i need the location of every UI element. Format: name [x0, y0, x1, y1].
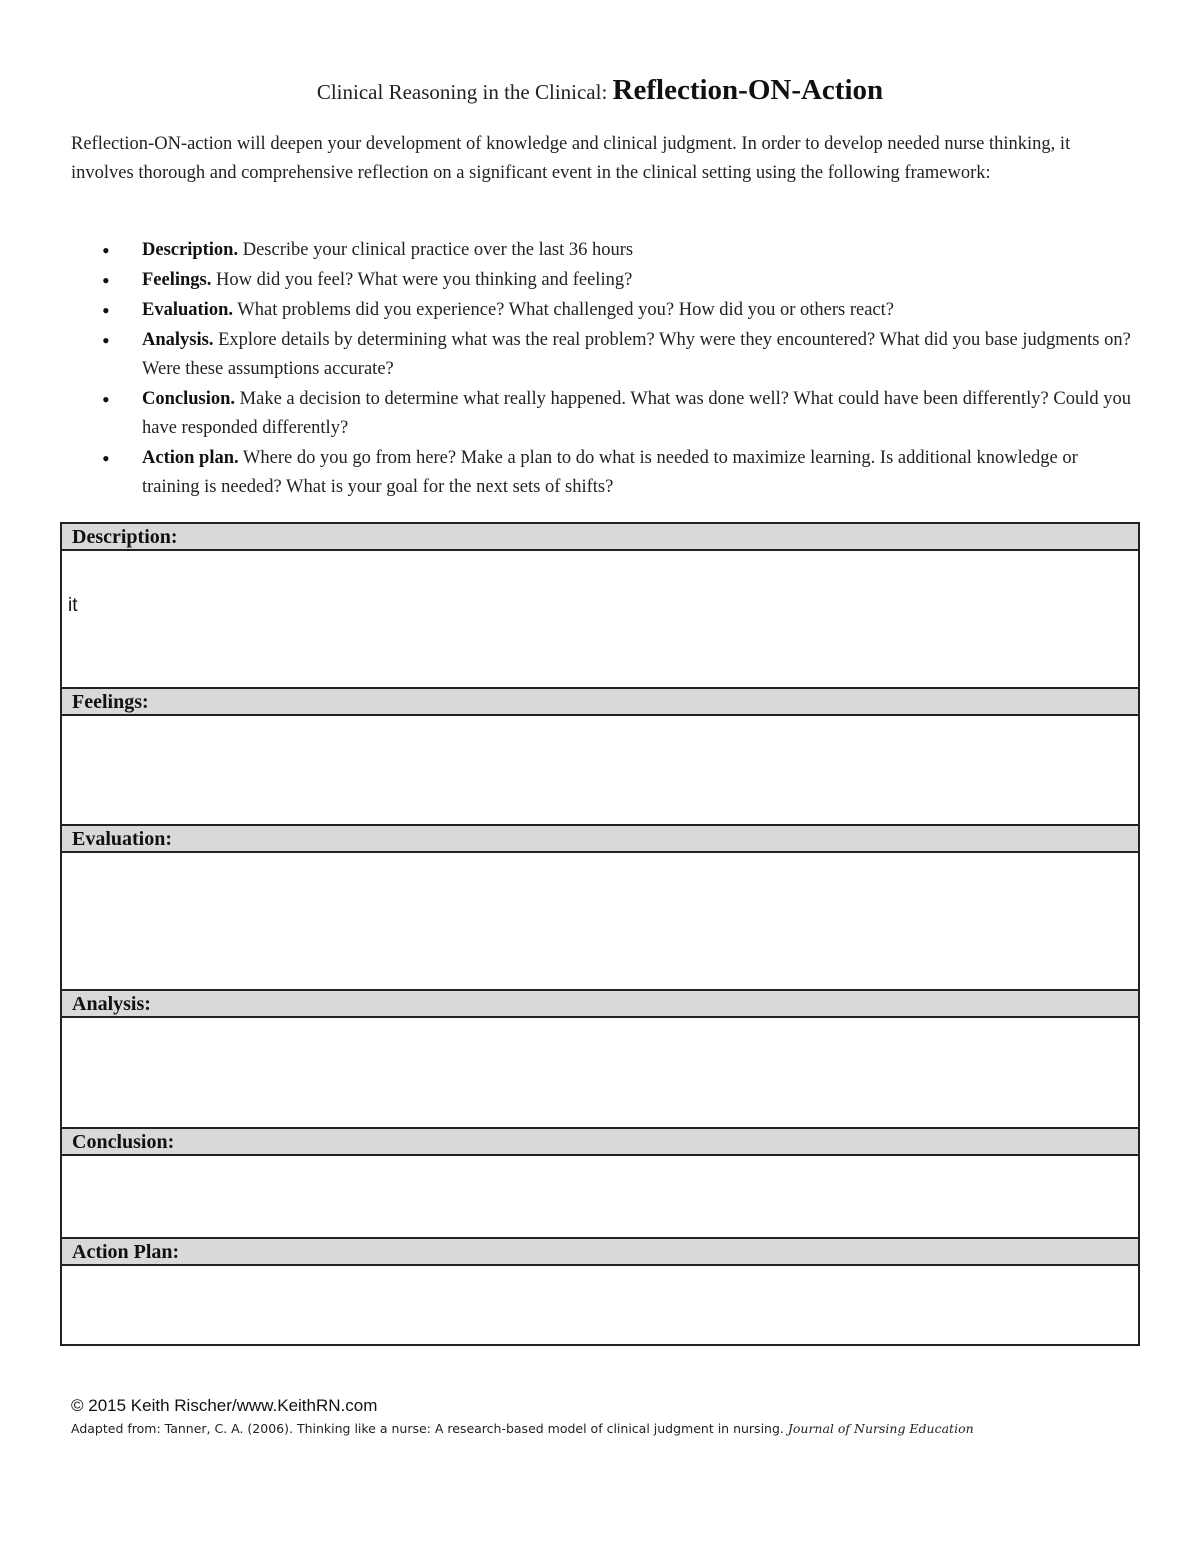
- framework-item-evaluation: [102, 296, 1132, 325]
- section-body-action-plan[interactable]: [62, 1266, 1138, 1344]
- framework-term: Feelings.: [142, 270, 212, 290]
- section-header-analysis: Analysis:: [62, 989, 1138, 1018]
- section-header-description: Description:: [62, 524, 1138, 551]
- framework-term: Action plan.: [142, 448, 239, 468]
- framework-term: Description.: [142, 240, 239, 260]
- framework-text: Where do you go from here? Make a plan to do what is needed to maximize learning. Is additional knowledge or training is needed? What is your goal for the next sets of shifts?: [142, 448, 1078, 497]
- framework-item-conclusion: [102, 385, 1132, 443]
- section-body-description[interactable]: [62, 551, 1138, 689]
- section-body-analysis[interactable]: [62, 1018, 1138, 1127]
- framework-item-analysis: [102, 326, 1132, 384]
- section-header-feelings: Feelings:: [62, 687, 1138, 716]
- section-body-conclusion[interactable]: [62, 1156, 1138, 1238]
- framework-item-feelings: [102, 266, 1132, 295]
- intro-paragraph: Reflection-ON-action will deepen your development of knowledge and clinical judgment. In order to develop needed nurse thinking, it involves thorough and comprehensive reflection on a significant event in the clinical setting using the following framework:: [71, 134, 1071, 183]
- framework-text: How did you feel? What were you thinking and feeling?: [211, 270, 633, 290]
- title-main: Reflection-ON-Action: [612, 74, 884, 106]
- section-header-conclusion: Conclusion:: [62, 1127, 1138, 1156]
- framework-term: Analysis.: [142, 330, 214, 350]
- reflection-form: [60, 522, 1140, 1346]
- framework-term: Evaluation.: [142, 300, 233, 320]
- section-header-evaluation: Evaluation:: [62, 824, 1138, 853]
- section-body-feelings[interactable]: [62, 716, 1138, 825]
- section-header-action-plan: Action Plan:: [62, 1237, 1138, 1266]
- framework-term: Conclusion.: [142, 389, 236, 409]
- framework-text: Make a decision to determine what really happened. What was done well? What could have been differently? Could you have responded differently?: [142, 389, 1131, 438]
- framework-list: [102, 236, 1132, 503]
- citation-line: [71, 1421, 1171, 1436]
- section-body-evaluation[interactable]: [62, 853, 1138, 990]
- copyright-line: © 2015 Keith Rischer/www.KeithRN.com: [71, 1396, 378, 1415]
- framework-item-action-plan: [102, 444, 1132, 502]
- citation-text: Adapted from: Tanner, C. A. (2006). Thinking like a nurse: A research-based model of clinical judgment in nursing.: [71, 1421, 788, 1436]
- framework-item-description: [102, 236, 1132, 265]
- journal-name: Journal of Nursing Education: [787, 1421, 974, 1436]
- description-text: it: [68, 595, 78, 616]
- page-title: [0, 74, 1200, 107]
- framework-text: What problems did you experience? What challenged you? How did you or others react?: [232, 300, 894, 320]
- title-prefix: Clinical Reasoning in the Clinical:: [316, 80, 613, 104]
- framework-text: Explore details by determining what was the real problem? Why were they encountered? What did you base judgments on? Were these assumptions accurate?: [142, 330, 1131, 379]
- framework-text: Describe your clinical practice over the last 36 hours: [238, 240, 634, 260]
